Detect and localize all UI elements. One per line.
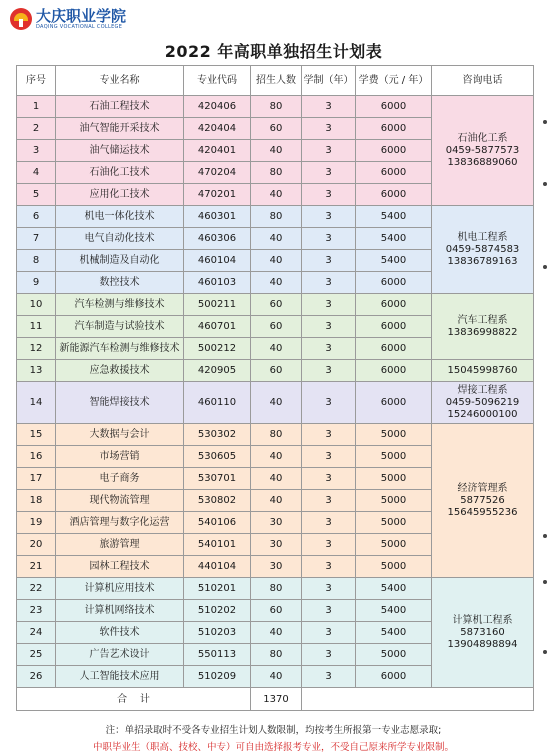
row-no: 24 xyxy=(17,622,56,644)
row-fee: 5000 xyxy=(356,512,432,534)
contact-cell xyxy=(432,578,534,688)
row-code: 550113 xyxy=(184,644,251,666)
row-count: 60 xyxy=(251,316,302,338)
row-no: 19 xyxy=(17,512,56,534)
row-no: 5 xyxy=(17,184,56,206)
contact-phone: 5877526 xyxy=(460,494,505,506)
college-english-name: DAQING VOCATIONAL COLLEGE xyxy=(36,24,123,30)
contact-phone: 0459-5877573 xyxy=(445,144,520,156)
contact-cell xyxy=(432,360,534,382)
row-major: 机械制造及自动化 xyxy=(56,250,184,272)
college-emblem-icon xyxy=(10,8,32,30)
row-count: 30 xyxy=(251,556,302,578)
row-no: 18 xyxy=(17,490,56,512)
row-major: 机电一体化技术 xyxy=(56,206,184,228)
row-major: 旅游管理 xyxy=(56,534,184,556)
row-years: 3 xyxy=(302,512,356,534)
row-major: 广告艺术设计 xyxy=(56,644,184,666)
row-major: 园林工程技术 xyxy=(56,556,184,578)
row-major: 石油工程技术 xyxy=(56,96,184,118)
row-no: 25 xyxy=(17,644,56,666)
row-code: 420401 xyxy=(184,140,251,162)
row-count: 80 xyxy=(251,96,302,118)
row-fee: 5400 xyxy=(356,206,432,228)
row-major: 石油化工技术 xyxy=(56,162,184,184)
contact-department: 经济管理系 xyxy=(457,482,508,494)
row-fee: 5000 xyxy=(356,446,432,468)
row-no: 7 xyxy=(17,228,56,250)
row-count: 40 xyxy=(251,468,302,490)
row-fee: 6000 xyxy=(356,140,432,162)
contact-cell xyxy=(432,206,534,294)
row-years: 3 xyxy=(302,424,356,446)
row-no: 12 xyxy=(17,338,56,360)
contact-department: 焊接工程系 xyxy=(457,384,508,396)
row-years: 3 xyxy=(302,578,356,600)
row-fee: 5400 xyxy=(356,578,432,600)
header-fee: 学费（元 / 年） xyxy=(356,66,432,96)
row-no: 14 xyxy=(17,382,56,424)
contact-department: 汽车工程系 xyxy=(457,314,508,326)
row-years: 3 xyxy=(302,206,356,228)
row-years: 3 xyxy=(302,140,356,162)
row-major: 计算机应用技术 xyxy=(56,578,184,600)
row-no: 16 xyxy=(17,446,56,468)
table-row xyxy=(17,382,534,424)
row-years: 3 xyxy=(302,316,356,338)
row-years: 3 xyxy=(302,556,356,578)
row-fee: 6000 xyxy=(356,118,432,140)
row-code: 510202 xyxy=(184,600,251,622)
contact-phone: 0459-5096219 xyxy=(445,396,520,408)
row-years: 3 xyxy=(302,162,356,184)
row-count: 40 xyxy=(251,184,302,206)
row-code: 530605 xyxy=(184,446,251,468)
row-no: 4 xyxy=(17,162,56,184)
row-major: 新能源汽车检测与维修技术 xyxy=(56,338,184,360)
row-major: 汽车检测与维修技术 xyxy=(56,294,184,316)
row-code: 470201 xyxy=(184,184,251,206)
row-code: 460104 xyxy=(184,250,251,272)
contact-department: 机电工程系 xyxy=(457,231,508,243)
row-count: 40 xyxy=(251,446,302,468)
row-code: 500211 xyxy=(184,294,251,316)
row-code: 510201 xyxy=(184,578,251,600)
row-fee: 6000 xyxy=(356,666,432,688)
note-line-2: 中职毕业生（职高、技校、中专）可自由选择报考专业，不受自己原来所学专业限制。 xyxy=(92,742,454,753)
row-years: 3 xyxy=(302,272,356,294)
row-count: 80 xyxy=(251,424,302,446)
row-code: 460701 xyxy=(184,316,251,338)
row-major: 现代物流管理 xyxy=(56,490,184,512)
row-years: 3 xyxy=(302,644,356,666)
row-code: 460301 xyxy=(184,206,251,228)
college-name: 大庆职业学院 xyxy=(36,7,127,25)
contact-phone: 5873160 xyxy=(460,626,505,638)
row-count: 80 xyxy=(251,162,302,184)
table-row xyxy=(17,206,534,228)
total-row xyxy=(17,688,534,711)
contact-phone: 15045998760 xyxy=(447,364,518,376)
header-contact: 咨询电话 xyxy=(432,66,534,96)
row-code: 440104 xyxy=(184,556,251,578)
row-major: 智能焊接技术 xyxy=(56,382,184,424)
row-fee: 6000 xyxy=(356,316,432,338)
row-no: 20 xyxy=(17,534,56,556)
row-major: 电子商务 xyxy=(56,468,184,490)
row-fee: 6000 xyxy=(356,338,432,360)
row-code: 530302 xyxy=(184,424,251,446)
row-fee: 6000 xyxy=(356,294,432,316)
row-count: 80 xyxy=(251,206,302,228)
row-no: 6 xyxy=(17,206,56,228)
row-count: 60 xyxy=(251,600,302,622)
contact-phone: 13836889060 xyxy=(447,156,518,168)
header-years: 学制（年） xyxy=(302,66,356,96)
row-count: 60 xyxy=(251,118,302,140)
edge-dot xyxy=(543,120,547,124)
row-count: 40 xyxy=(251,250,302,272)
page-title: 2022 年高职单独招生计划表 xyxy=(164,42,383,61)
contact-phone: 13904898894 xyxy=(447,638,518,650)
row-code: 470204 xyxy=(184,162,251,184)
contact-cell xyxy=(432,294,534,360)
row-years: 3 xyxy=(302,468,356,490)
row-years: 3 xyxy=(302,666,356,688)
row-fee: 6000 xyxy=(356,360,432,382)
row-fee: 5400 xyxy=(356,600,432,622)
table-row xyxy=(17,294,534,316)
header-major: 专业名称 xyxy=(56,66,184,96)
row-fee: 5400 xyxy=(356,228,432,250)
table-row xyxy=(17,578,534,600)
row-no: 8 xyxy=(17,250,56,272)
row-code: 420406 xyxy=(184,96,251,118)
row-major: 数控技术 xyxy=(56,272,184,294)
row-count: 40 xyxy=(251,272,302,294)
table-header-row xyxy=(17,66,534,96)
row-code: 510203 xyxy=(184,622,251,644)
row-major: 计算机网络技术 xyxy=(56,600,184,622)
total-empty xyxy=(302,688,534,711)
row-fee: 6000 xyxy=(356,272,432,294)
row-years: 3 xyxy=(302,600,356,622)
row-years: 3 xyxy=(302,184,356,206)
header-no: 序号 xyxy=(17,66,56,96)
row-count: 40 xyxy=(251,338,302,360)
row-fee: 5000 xyxy=(356,490,432,512)
row-count: 80 xyxy=(251,644,302,666)
total-count: 1370 xyxy=(251,688,302,711)
row-fee: 6000 xyxy=(356,382,432,424)
row-code: 420905 xyxy=(184,360,251,382)
contact-phone: 15246000100 xyxy=(447,408,518,420)
enrollment-plan-table xyxy=(16,65,534,711)
row-count: 30 xyxy=(251,512,302,534)
table-row xyxy=(17,424,534,446)
row-code: 540106 xyxy=(184,512,251,534)
row-no: 13 xyxy=(17,360,56,382)
row-code: 510209 xyxy=(184,666,251,688)
edge-dot xyxy=(543,265,547,269)
row-no: 9 xyxy=(17,272,56,294)
row-no: 1 xyxy=(17,96,56,118)
row-count: 40 xyxy=(251,382,302,424)
row-major: 软件技术 xyxy=(56,622,184,644)
row-no: 22 xyxy=(17,578,56,600)
contact-phone: 13836789163 xyxy=(447,255,518,267)
row-code: 420404 xyxy=(184,118,251,140)
contact-cell xyxy=(432,424,534,578)
table-row xyxy=(17,96,534,118)
row-fee: 5400 xyxy=(356,622,432,644)
row-major: 应用化工技术 xyxy=(56,184,184,206)
row-years: 3 xyxy=(302,228,356,250)
row-major: 电气自动化技术 xyxy=(56,228,184,250)
header-code: 专业代码 xyxy=(184,66,251,96)
row-no: 21 xyxy=(17,556,56,578)
row-major: 油气智能开采技术 xyxy=(56,118,184,140)
row-count: 40 xyxy=(251,228,302,250)
row-fee: 6000 xyxy=(356,162,432,184)
row-count: 80 xyxy=(251,578,302,600)
row-fee: 5400 xyxy=(356,250,432,272)
row-code: 460306 xyxy=(184,228,251,250)
row-code: 540101 xyxy=(184,534,251,556)
row-no: 11 xyxy=(17,316,56,338)
row-code: 460103 xyxy=(184,272,251,294)
row-years: 3 xyxy=(302,360,356,382)
contact-department: 石油化工系 xyxy=(457,132,508,144)
row-years: 3 xyxy=(302,490,356,512)
row-major: 油气储运技术 xyxy=(56,140,184,162)
row-no: 10 xyxy=(17,294,56,316)
row-count: 30 xyxy=(251,534,302,556)
row-count: 60 xyxy=(251,360,302,382)
college-logo xyxy=(10,6,126,32)
row-code: 500212 xyxy=(184,338,251,360)
row-fee: 5000 xyxy=(356,468,432,490)
header-count: 招生人数 xyxy=(251,66,302,96)
row-years: 3 xyxy=(302,446,356,468)
row-fee: 5000 xyxy=(356,424,432,446)
contact-cell xyxy=(432,96,534,206)
contact-cell xyxy=(432,382,534,424)
row-years: 3 xyxy=(302,622,356,644)
note-line-1: 注：单招录取时不受各专业招生计划人数限制，均按考生所报第一专业志愿录取; xyxy=(105,725,442,736)
row-code: 530802 xyxy=(184,490,251,512)
row-fee: 6000 xyxy=(356,96,432,118)
row-count: 40 xyxy=(251,666,302,688)
table-row xyxy=(17,360,534,382)
edge-dot xyxy=(543,534,547,538)
row-no: 23 xyxy=(17,600,56,622)
contact-department: 计算机工程系 xyxy=(452,614,513,626)
row-years: 3 xyxy=(302,534,356,556)
row-fee: 5000 xyxy=(356,534,432,556)
row-code: 530701 xyxy=(184,468,251,490)
row-major: 酒店管理与数字化运营 xyxy=(56,512,184,534)
row-major: 汽车制造与试验技术 xyxy=(56,316,184,338)
contact-phone: 0459-5874583 xyxy=(445,243,520,255)
total-label: 合 计 xyxy=(17,688,251,711)
row-major: 市场营销 xyxy=(56,446,184,468)
row-fee: 6000 xyxy=(356,184,432,206)
row-count: 40 xyxy=(251,490,302,512)
row-code: 460110 xyxy=(184,382,251,424)
row-no: 3 xyxy=(17,140,56,162)
row-fee: 5000 xyxy=(356,644,432,666)
row-no: 15 xyxy=(17,424,56,446)
row-years: 3 xyxy=(302,338,356,360)
row-years: 3 xyxy=(302,382,356,424)
row-count: 60 xyxy=(251,294,302,316)
row-count: 40 xyxy=(251,622,302,644)
row-years: 3 xyxy=(302,250,356,272)
edge-dot xyxy=(543,580,547,584)
row-years: 3 xyxy=(302,294,356,316)
contact-phone: 13836998822 xyxy=(447,326,518,338)
row-no: 26 xyxy=(17,666,56,688)
row-major: 应急救援技术 xyxy=(56,360,184,382)
row-years: 3 xyxy=(302,96,356,118)
row-no: 2 xyxy=(17,118,56,140)
row-major: 大数据与会计 xyxy=(56,424,184,446)
edge-dot xyxy=(543,182,547,186)
row-count: 40 xyxy=(251,140,302,162)
row-no: 17 xyxy=(17,468,56,490)
row-years: 3 xyxy=(302,118,356,140)
row-major: 人工智能技术应用 xyxy=(56,666,184,688)
row-fee: 5000 xyxy=(356,556,432,578)
contact-phone: 15645955236 xyxy=(447,506,518,518)
edge-dot xyxy=(543,650,547,654)
